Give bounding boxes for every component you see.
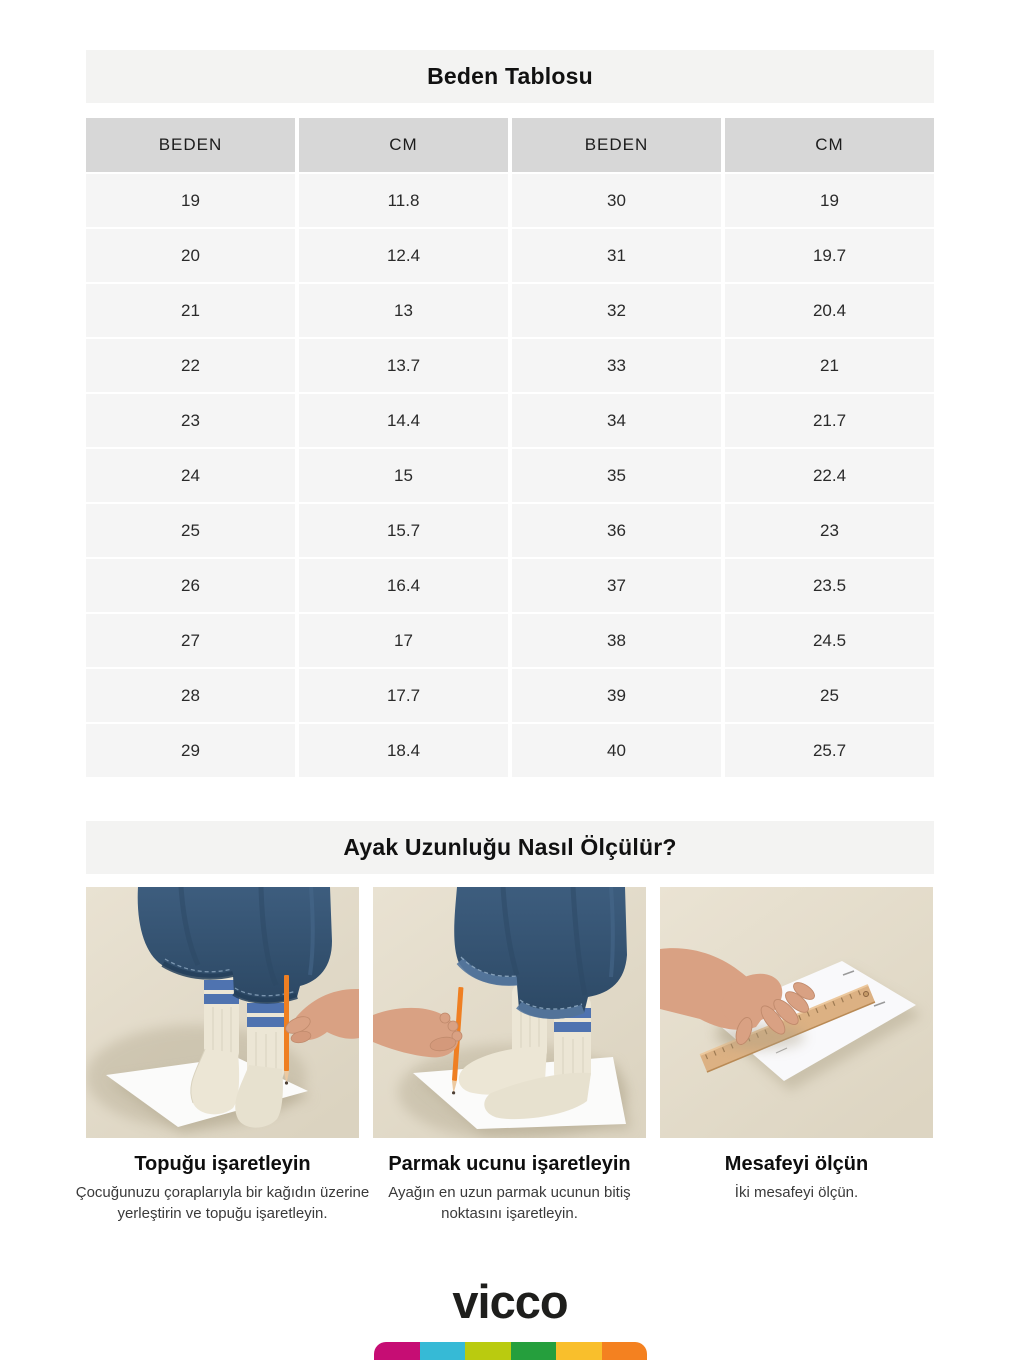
- size-table-cell: 22.4: [725, 449, 934, 502]
- size-table-cell: 36: [512, 504, 721, 557]
- size-table-cell: 30: [512, 174, 721, 227]
- size-table-cell: 37: [512, 559, 721, 612]
- size-table-cell: 17: [299, 614, 508, 667]
- step-description: Ayağın en uzun parmak ucunun bitiş noktasını işaretleyin.: [388, 1184, 631, 1222]
- size-table-cell: 24.5: [725, 614, 934, 667]
- size-table-cell: 19.7: [725, 229, 934, 282]
- ruler-measuring-photo: [660, 887, 933, 1138]
- size-table-cell: 35: [512, 449, 721, 502]
- size-table-cell: 25: [86, 504, 295, 557]
- size-table-column-header: CM: [725, 118, 934, 172]
- size-table-cell: 22: [86, 339, 295, 392]
- size-table-cell: 40: [512, 724, 721, 777]
- size-table-cell: 11.8: [299, 174, 508, 227]
- size-table-cell: 26: [86, 559, 295, 612]
- size-table-cell: 20.4: [725, 284, 934, 337]
- size-table-cell: 29: [86, 724, 295, 777]
- measure-steps: [75, 887, 934, 1224]
- brand-color-segment: [374, 1342, 420, 1360]
- size-table-cell: 33: [512, 339, 721, 392]
- size-table-cell: 31: [512, 229, 721, 282]
- step-description: Çocuğunuzu çoraplarıyla bir kağıdın üzerine yerleştirin ve topuğu işaretleyin.: [75, 1184, 370, 1222]
- step-title: Mesafeyi ölçün: [724, 1153, 869, 1175]
- size-table-cell: 13.7: [299, 339, 508, 392]
- size-table-cell: 18.4: [299, 724, 508, 777]
- step-title: Parmak ucunu işaretleyin: [388, 1153, 631, 1175]
- size-table-cell: 24: [86, 449, 295, 502]
- size-table-title: Beden Tablosu: [427, 63, 593, 89]
- brand-color-segment: [420, 1342, 466, 1360]
- size-table-cell: 28: [86, 669, 295, 722]
- size-table-cell: 23: [86, 394, 295, 447]
- size-table-cell: 32: [512, 284, 721, 337]
- size-table-cell: 23: [725, 504, 934, 557]
- step-description: İki mesafeyi ölçün.: [734, 1184, 859, 1201]
- size-table-cell: 21: [725, 339, 934, 392]
- step-mark-heel: [75, 887, 370, 1224]
- brand-color-segment: [602, 1342, 648, 1360]
- size-table-column-header: BEDEN: [86, 118, 295, 172]
- brand-color-segment: [556, 1342, 602, 1360]
- brand-wordmark: vicco: [452, 1275, 568, 1328]
- size-table-column-header: CM: [299, 118, 508, 172]
- size-table-cell: 38: [512, 614, 721, 667]
- size-table-cell: 13: [299, 284, 508, 337]
- brand-color-segment: [511, 1342, 557, 1360]
- size-table-cell: 20: [86, 229, 295, 282]
- size-table-cell: 15.7: [299, 504, 508, 557]
- size-table-column-header: BEDEN: [512, 118, 721, 172]
- brand-color-segment: [465, 1342, 511, 1360]
- step-mark-toe: [373, 887, 646, 1224]
- size-table-cell: 14.4: [299, 394, 508, 447]
- step-title: Topuğu işaretleyin: [134, 1153, 311, 1175]
- size-table-cell: 12.4: [299, 229, 508, 282]
- measure-title-bar: [86, 821, 934, 874]
- size-table-cell: 15: [299, 449, 508, 502]
- size-table-cell: 19: [86, 174, 295, 227]
- size-table-cell: 25.7: [725, 724, 934, 777]
- step-measure-distance: [660, 887, 933, 1224]
- size-table-cell: 23.5: [725, 559, 934, 612]
- size-table-cell: 34: [512, 394, 721, 447]
- size-table-cell: 39: [512, 669, 721, 722]
- size-table-cell: 19: [725, 174, 934, 227]
- size-table-cell: 27: [86, 614, 295, 667]
- size-table: [86, 118, 934, 777]
- size-table-cell: 21.7: [725, 394, 934, 447]
- measure-title: Ayak Uzunluğu Nasıl Ölçülür?: [343, 834, 677, 860]
- toe-marking-photo: [373, 887, 646, 1138]
- size-table-title-bar: [86, 50, 934, 103]
- size-table-cell: 17.7: [299, 669, 508, 722]
- size-table-cell: 16.4: [299, 559, 508, 612]
- size-table-cell: 21: [86, 284, 295, 337]
- heel-marking-photo: [86, 887, 359, 1138]
- brand-color-bar: [374, 1342, 647, 1360]
- size-table-cell: 25: [725, 669, 934, 722]
